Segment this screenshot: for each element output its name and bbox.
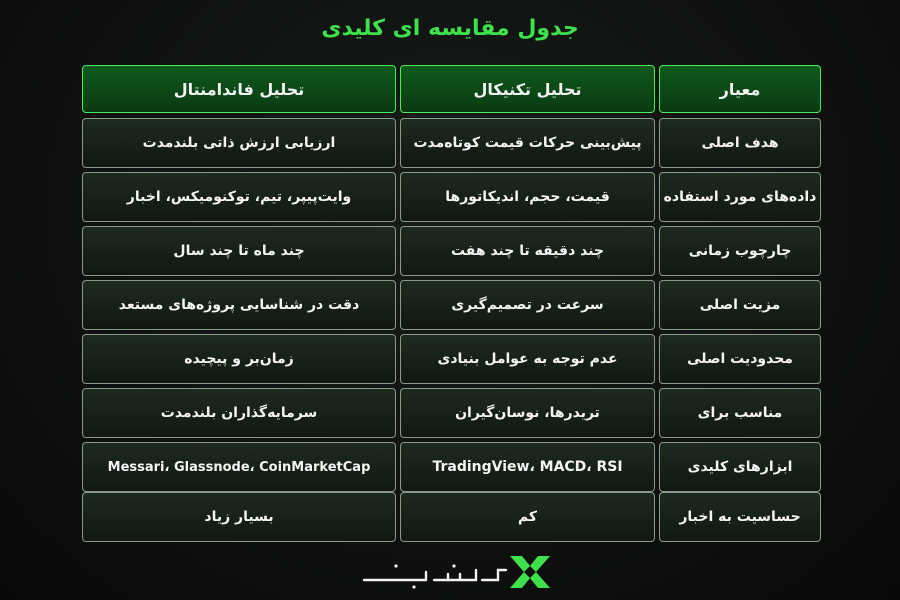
row-5-technical: عدم توجه به عوامل بنیادی: [400, 334, 655, 384]
row-8-fundamental: بسیار زیاد: [82, 492, 396, 542]
row-1-fundamental: ارزیابی ارزش ذاتی بلندمدت: [82, 118, 396, 168]
row-7-technical: TradingView، MACD، RSI: [400, 442, 655, 492]
brand-logo: [356, 550, 556, 590]
row-5-criterion: محدودیت اصلی: [659, 334, 821, 384]
row-1-technical: پیش‌بینی حرکات قیمت کوتاه‌مدت: [400, 118, 655, 168]
row-4-fundamental: دقت در شناسایی پروژه‌های مستعد: [82, 280, 396, 330]
row-3-technical: چند دقیقه تا چند هفت: [400, 226, 655, 276]
header-criterion: معیار: [659, 65, 821, 113]
row-6-fundamental: سرمایه‌گذاران بلندمدت: [82, 388, 396, 438]
row-2-criterion: داده‌های مورد استفاده: [659, 172, 821, 222]
row-7-fundamental: Messari، Glassnode، CoinMarketCap: [82, 442, 396, 492]
row-2-fundamental: وایت‌پیپر، تیم، توکنومیکس، اخبار: [82, 172, 396, 222]
row-5-fundamental: زمان‌بر و پیچیده: [82, 334, 396, 384]
row-4-technical: سرعت در تصمیم‌گیری: [400, 280, 655, 330]
row-8-criterion: حساسیت به اخبار: [659, 492, 821, 542]
row-2-technical: قیمت، حجم، اندیکاتورها: [400, 172, 655, 222]
header-fundamental: تحلیل فاندامنتال: [82, 65, 396, 113]
header-technical: تحلیل تکنیکال: [400, 65, 655, 113]
page-title: جدول مقایسه ای کلیدی: [321, 16, 579, 41]
row-8-technical: کم: [400, 492, 655, 542]
row-3-fundamental: چند ماه تا چند سال: [82, 226, 396, 276]
row-7-criterion: ابزارهای کلیدی: [659, 442, 821, 492]
row-1-criterion: هدف اصلی: [659, 118, 821, 168]
row-3-criterion: چارچوب زمانی: [659, 226, 821, 276]
row-4-criterion: مزیت اصلی: [659, 280, 821, 330]
row-6-criterion: مناسب برای: [659, 388, 821, 438]
row-6-technical: تریدرها، نوسان‌گیران: [400, 388, 655, 438]
